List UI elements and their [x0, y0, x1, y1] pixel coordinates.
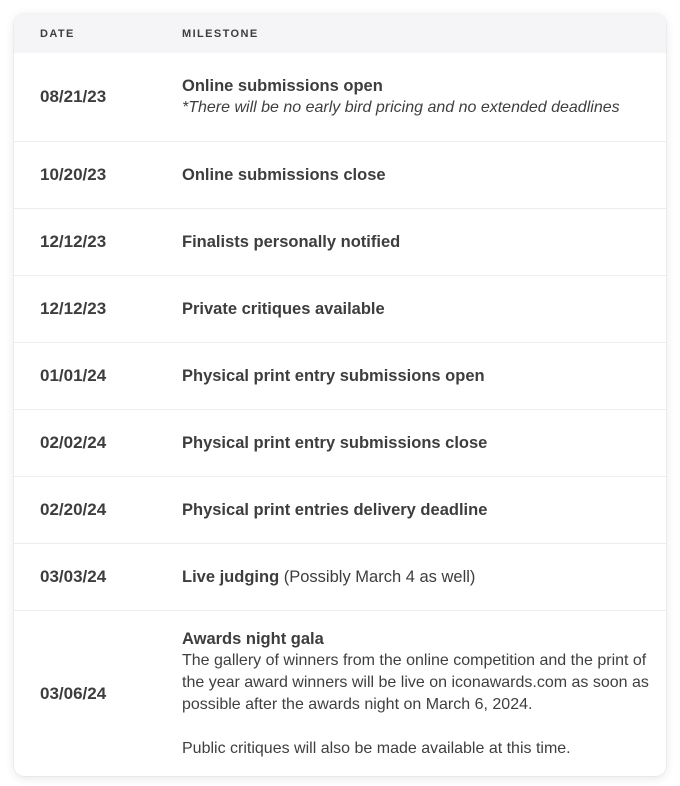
milestone-title: Awards night gala — [182, 630, 324, 648]
milestone-title: Online submissions open — [182, 77, 383, 95]
milestone-title: Physical print entries delivery deadline — [182, 501, 488, 519]
milestone-cell — [182, 75, 666, 119]
table-header-row — [14, 14, 666, 53]
milestone-cell — [182, 365, 666, 387]
milestone-title-line — [182, 566, 650, 588]
milestone-cell — [182, 628, 666, 760]
date-cell: 01/01/24 — [40, 366, 107, 385]
date-cell: 10/20/23 — [40, 165, 107, 184]
milestone-note: *There will be no early bird pricing and no extended deadlines — [182, 99, 620, 116]
milestone-title: Online submissions close — [182, 166, 386, 184]
milestone-title-line — [182, 231, 650, 253]
table-row — [14, 275, 666, 342]
date-cell: 12/12/23 — [40, 232, 107, 251]
table-row — [14, 610, 666, 776]
table-row — [14, 53, 666, 141]
milestone-cell — [182, 231, 666, 253]
table-row — [14, 342, 666, 409]
milestone-title-line — [182, 365, 650, 387]
milestone-cell — [182, 432, 666, 454]
date-cell: 08/21/23 — [40, 87, 107, 106]
milestone-title-line — [182, 75, 650, 97]
milestones-table-card — [14, 14, 666, 776]
date-cell: 12/12/23 — [40, 299, 107, 318]
milestone-title: Physical print entry submissions close — [182, 434, 488, 452]
milestone-title-line — [182, 298, 650, 320]
table-row — [14, 409, 666, 476]
date-cell: 02/20/24 — [40, 500, 107, 519]
milestone-cell — [182, 298, 666, 320]
milestone-title-line — [182, 499, 650, 521]
table-row — [14, 476, 666, 543]
milestone-cell — [182, 566, 666, 588]
milestone-title: Live judging — [182, 568, 280, 586]
milestone-cell — [182, 499, 666, 521]
milestone-cell — [182, 164, 666, 186]
date-cell: 02/02/24 — [40, 433, 107, 452]
column-header-date: DATE — [40, 28, 75, 40]
milestone-body: Public critiques will also be made available at this time. — [182, 740, 571, 757]
date-cell: 03/03/24 — [40, 567, 107, 586]
milestone-title-line — [182, 628, 650, 650]
milestone-title-line — [182, 432, 650, 454]
table-row — [14, 543, 666, 610]
milestone-title-line — [182, 164, 650, 186]
milestone-title: Private critiques available — [182, 300, 385, 318]
milestone-title: Finalists personally notified — [182, 233, 401, 251]
milestone-title: Physical print entry submissions open — [182, 367, 485, 385]
milestone-body: The gallery of winners from the online competition and the print of the year award winners will be live on iconawards.com as soon as possible after the awards night on March 6, 2024. — [182, 652, 649, 713]
column-header-milestone: MILESTONE — [182, 28, 259, 40]
date-cell: 03/06/24 — [40, 684, 107, 703]
table-row — [14, 141, 666, 208]
table-row — [14, 208, 666, 275]
milestone-title-suffix: (Possibly March 4 as well) — [279, 568, 476, 586]
